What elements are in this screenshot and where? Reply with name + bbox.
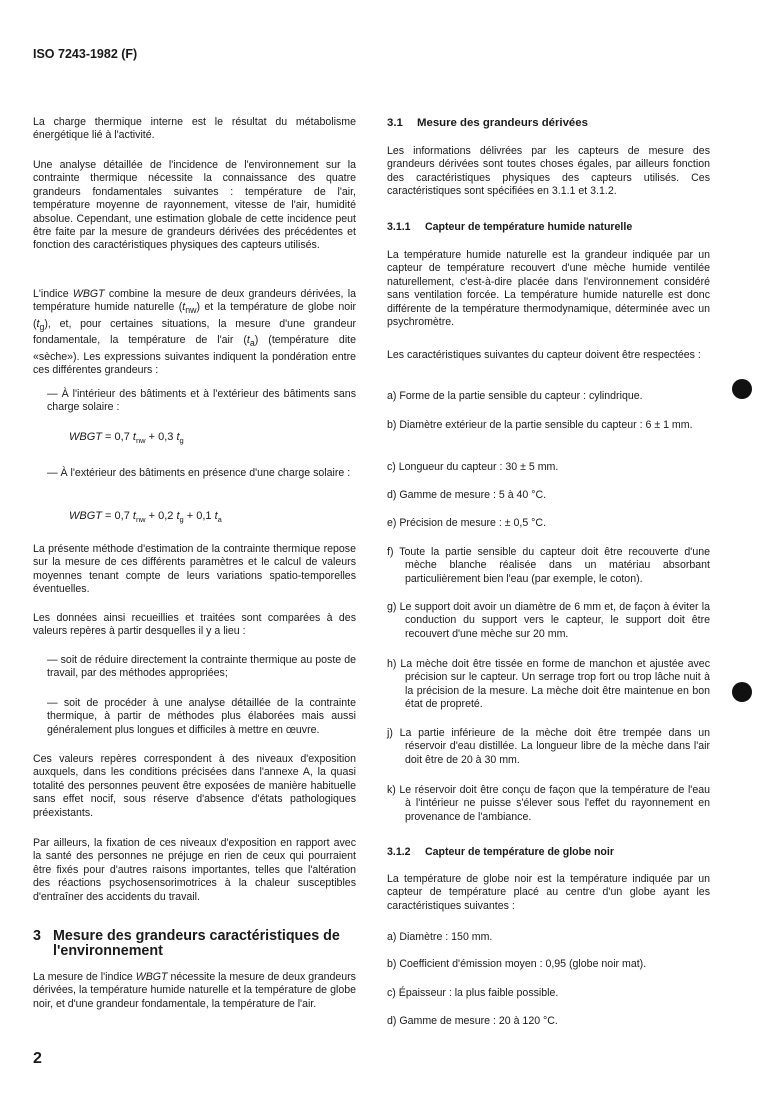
list-item: a) Forme de la partie sensible du capteur : cylindrique.: [387, 390, 643, 402]
dash-item: — soit de réduire directement la contrainte thermique au poste de travail, par des méthodes appropriées;: [47, 654, 356, 680]
list-item: c) Épaisseur : la plus faible possible.: [387, 987, 559, 999]
list-item: d) Gamme de mesure : 5 à 40 °C.: [387, 489, 547, 501]
dash-item: — soit de procéder à une analyse détaillée de la contrainte thermique, à partir de méthodes plus élaborées mais aussi généralement plus longues et difficiles à mettre en œuvre.: [47, 697, 356, 736]
list-item: f) Toute la partie sensible du capteur doit être recouverte d'une mèche blanche réalisée dans un matériau absorbant particulièrement bien l'eau (par exemple, le coton).: [387, 546, 710, 585]
list-item: b) Coefficient d'émission moyen : 0,95 (globe noir mat).: [387, 958, 647, 970]
paragraph: Les données ainsi recueillies et traitées sont comparées à des valeurs repères à partir desquelles il y a lieu :: [33, 612, 356, 638]
section-3-heading: [33, 929, 356, 959]
paragraph: Une analyse détaillée de l'incidence de l'environnement sur la contrainte thermique nécessite la connaissance des quatre grandeurs fondamentales suivantes : température de l'air, température moyenne de rayonnement, vitesse de l'air, humidité absolue. Cependant, une estimation globale de cette incidence peut être faite par la mesure de grandeurs dérivées des précédentes et fonction des caractéristiques physiques des capteurs utilisés.: [33, 159, 356, 252]
section-3-1-2-heading: 3.1.2 Capteur de température de globe noir: [387, 846, 614, 858]
list-item: k) Le réservoir doit être conçu de façon que la température de l'eau à l'intérieur ne puisse s'élever sous l'effet du rayonnement en provenance de l'ambiance.: [387, 784, 710, 823]
paragraph: Par ailleurs, la fixation de ces niveaux d'exposition en rapport avec la santé des personnes ne préjuge en rien de ceux qui pourraient être fixés pour d'autres raisons importantes, telles que l'altération des réactions psychosensorimotrices à la chaleur susceptibles d'entraîner des accidents du travail.: [33, 837, 356, 903]
section-number: 3: [33, 928, 41, 944]
list-item: h) La mèche doit être tissée en forme de manchon et ajustée avec précision sur le capteur. Un serrage trop fort ou trop lâche nuit à la précision de la mesure. La mèche doit être maintenue en bon état de propreté.: [387, 658, 710, 711]
paragraph: Les caractéristiques suivantes du capteur doivent être respectées :: [387, 349, 701, 361]
paragraph: Les informations délivrées par les capteurs de mesure des grandeurs dérivées sont toutes choses égales, par ailleurs fonction des caractéristiques physiques des capteurs utilisés. Ces caractéristiques sont spécifiées en 3.1.1 et 3.1.2.: [387, 145, 710, 198]
margin-mark-dot: [732, 682, 752, 702]
paragraph: La température humide naturelle est la grandeur indiquée par un capteur de température recouvert d'une mèche humide ventilée naturellement, c'est-à-dire placée dans l'environnement considéré sans ventilation forcée. La température humide naturelle est donc différente de la température thermodynamique, déterminée avec un psychromètre.: [387, 249, 710, 329]
paragraph: La charge thermique interne est le résultat du métabolisme énergétique lié à l'activité.: [33, 116, 356, 142]
section-title: Mesure des grandeurs caractéristiques de l'environnement: [53, 928, 340, 959]
margin-mark-dot: [732, 379, 752, 399]
list-item: j) La partie inférieure de la mèche doit être trempée dans un réservoir d'eau distillée. La longueur libre de la mèche dans l'air doit être de 20 à 30 mm.: [387, 727, 710, 766]
paragraph: Ces valeurs repères correspondent à des niveaux d'exposition auxquels, dans les conditions précisées dans l'annexe A, la quasi totalité des personnes peuvent être exposées de manière habituelle sans effet nocif, sous réserve d'absence d'états pathologiques préexistants.: [33, 753, 356, 819]
paragraph: La présente méthode d'estimation de la contrainte thermique repose sur la mesure de ces différents paramètres et le calcul de valeurs moyennes tenant compte de leurs variations spatio-temporelles éventuelles.: [33, 543, 356, 596]
section-3-1-1-heading: 3.1.1 Capteur de température humide naturelle: [387, 221, 633, 233]
formula-indoor: WBGT = 0,7 $t_{nw} + 0,3$ $t_g$: [69, 431, 184, 446]
document-header: ISO 7243-1982 (F): [33, 47, 138, 61]
paragraph-wbgt-definition: L'indice WBGT combine la mesure de deux grandeurs dérivées, la température humide naturelle $(t_{nw})$ et la température de globe noir $(t_g)$, et, pour certaines situations, la mesure d'une grandeur fondamentale, la température de l'air $(t_a)$ (température dite «sèche»). Les expressions suivantes indiquent la pondération entre ces différentes grandeurs :: [33, 288, 357, 377]
section-3-1-heading: 3.1 Mesure des grandeurs dérivées: [387, 117, 588, 129]
list-item: d) Gamme de mesure : 20 à 120 °C.: [387, 1015, 558, 1027]
page-number: 2: [33, 1050, 42, 1067]
list-item: a) Diamètre : 150 mm.: [387, 931, 493, 943]
list-item: c) Longueur du capteur : 30 ± 5 mm.: [387, 461, 559, 473]
list-item: g) Le support doit avoir un diamètre de 6 mm et, de façon à éviter la conduction du support vers le capteur, le support doit être recouvert d'une mèche sur 20 mm.: [387, 601, 710, 640]
list-item: e) Précision de mesure : ± 0,5 °C.: [387, 517, 547, 529]
dash-item: — À l'intérieur des bâtiments et à l'extérieur des bâtiments sans charge solaire :: [47, 388, 356, 414]
paragraph: La mesure de l'indice WBGT nécessite la mesure de deux grandeurs dérivées, la température humide naturelle et la température de globe noir, et d'une grandeur fondamentale, la température de l'air.: [33, 971, 356, 1010]
formula-outdoor: WBGT = 0,7 $t_{nw} + 0,2$ $t_g + 0,1$ $t_a$: [69, 510, 222, 525]
list-item: b) Diamètre extérieur de la partie sensible du capteur : 6 ± 1 mm.: [387, 419, 693, 431]
paragraph: La température de globe noir est la température indiquée par un capteur de température placé au centre d'un globe ayant les caractéristiques suivantes :: [387, 873, 710, 912]
dash-item: — À l'extérieur des bâtiments en présence d'une charge solaire :: [47, 467, 351, 479]
